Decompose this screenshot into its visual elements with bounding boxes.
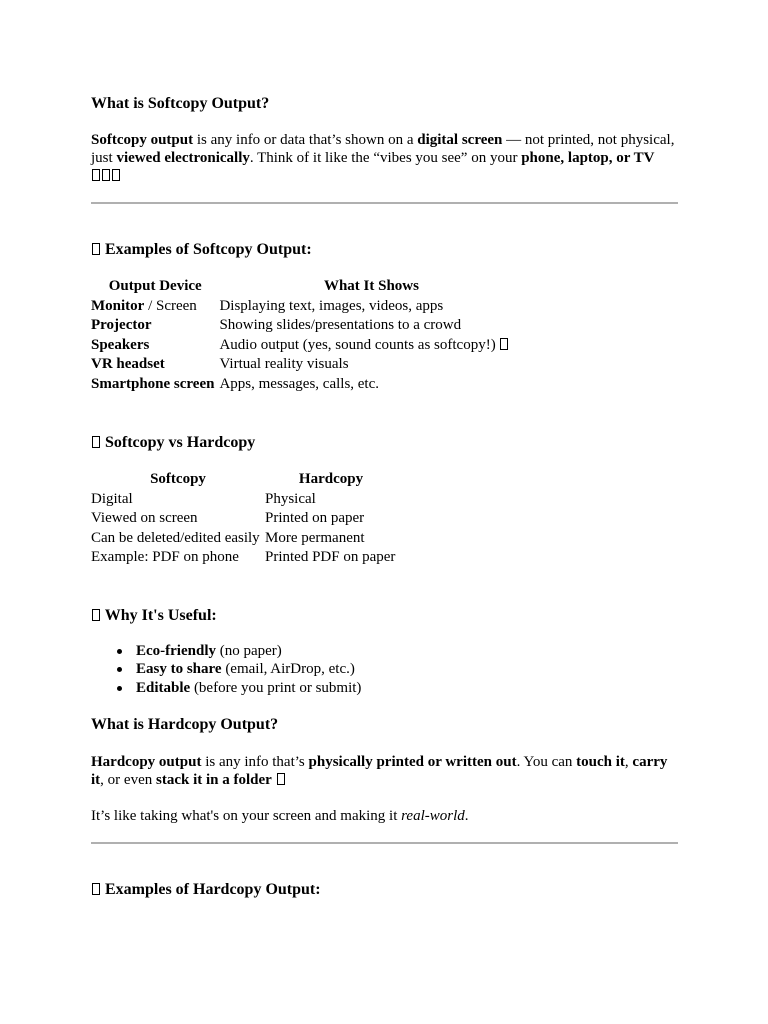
device-name: VR headset (91, 356, 165, 373)
softcopy-intro-viewed: viewed electronically (116, 150, 250, 166)
vs-heading (91, 433, 255, 453)
softcopy-cell: Can be deleted/edited easily (91, 529, 260, 546)
device-cell (91, 355, 219, 375)
column-header-shows: What It Shows (323, 278, 419, 294)
section-divider (91, 202, 678, 204)
examples-softcopy-heading-text: Examples of Softcopy Output: (105, 241, 312, 258)
softcopy-intro-text: — not printed, not physical, just (91, 132, 675, 166)
softcopy-cell: Digital (91, 490, 133, 507)
useful-list (91, 642, 361, 697)
table-row (91, 297, 523, 317)
table-header-row (91, 277, 523, 297)
examples-softcopy-heading (91, 240, 312, 260)
useful-heading (91, 606, 217, 626)
hardcopy-intro-text: , (624, 754, 633, 770)
softcopy-intro-devices: phone, laptop, or TV (521, 150, 655, 166)
hardcopy-heading-text: What is Hardcopy Output? (91, 716, 279, 733)
table-row (91, 490, 397, 510)
hardcopy-cell: Printed PDF on paper (265, 549, 396, 566)
hardcopy-intro-touch: touch it (576, 754, 625, 770)
section-divider (91, 842, 678, 844)
list-item-text: (email, AirDrop, etc.) (221, 661, 355, 678)
table-row (91, 548, 397, 568)
softcopy-heading (91, 94, 269, 114)
useful-heading-text: Why It's Useful: (104, 607, 217, 624)
real-world-paragraph (91, 807, 679, 825)
emoji-placeholder-icon (277, 773, 285, 785)
examples-hardcopy-heading (91, 880, 321, 900)
table-row (91, 336, 523, 356)
shows-cell: Showing slides/presentations to a crowd (219, 317, 462, 334)
real-world-period: . (464, 808, 469, 824)
hardcopy-intro-text: is any info that’s (201, 754, 309, 770)
shows-cell (219, 336, 523, 356)
column-header-softcopy: Softcopy (150, 471, 206, 487)
hardcopy-intro-term: Hardcopy output (91, 754, 202, 770)
hardcopy-cell: Physical (265, 490, 316, 507)
softcopy-vs-hardcopy-table (91, 470, 397, 568)
softcopy-cell: Example: PDF on phone (91, 549, 239, 566)
table-row (91, 316, 523, 336)
table-row (91, 355, 523, 375)
softcopy-heading-text: What is Softcopy Output? (91, 95, 270, 112)
hardcopy-cell: Printed on paper (265, 510, 365, 527)
table-header-row (91, 470, 397, 490)
device-name-suffix: / Screen (144, 297, 197, 314)
list-item-term: Easy to share (136, 661, 222, 678)
emoji-placeholder-icon (92, 883, 100, 895)
hardcopy-intro-text: , or even (100, 772, 156, 788)
output-devices-table (91, 277, 523, 395)
table-row (91, 529, 397, 549)
hardcopy-intro-carry: carry it (91, 754, 668, 788)
list-item (136, 679, 361, 697)
examples-hardcopy-heading-text: Examples of Hardcopy Output: (105, 881, 321, 898)
device-name: Projector (91, 317, 152, 334)
device-name: Speakers (91, 336, 150, 353)
device-cell (91, 297, 219, 317)
hardcopy-intro-text: . You can (516, 754, 577, 770)
list-item-term: Editable (136, 679, 191, 696)
vs-heading-text: Softcopy vs Hardcopy (105, 434, 256, 451)
emoji-placeholder-icon (500, 338, 508, 350)
emoji-placeholder-icon (92, 436, 100, 448)
list-item-term: Eco-friendly (136, 643, 216, 659)
softcopy-intro-text: is any info or data that’s shown on a (193, 132, 418, 148)
device-cell (91, 375, 219, 395)
hardcopy-intro-paragraph (91, 753, 679, 789)
device-name: Monitor (91, 297, 145, 314)
shows-cell: Virtual reality visuals (219, 356, 349, 373)
list-item-text: (before you print or submit) (190, 679, 362, 696)
hardcopy-intro-stack: stack it in a folder (155, 772, 272, 788)
emoji-placeholder-icon (92, 609, 100, 621)
table-row (91, 375, 523, 395)
hardcopy-intro-printed: physically printed or written out (308, 754, 517, 770)
column-header-device: Output Device (108, 278, 202, 294)
shows-cell: Apps, messages, calls, etc. (219, 375, 380, 392)
list-item-text: (no paper) (216, 643, 282, 659)
hardcopy-heading (91, 715, 278, 735)
emoji-placeholder-icon (92, 243, 100, 255)
device-name: Smartphone screen (91, 375, 215, 392)
softcopy-intro-paragraph (91, 131, 679, 185)
softcopy-cell: Viewed on screen (91, 510, 198, 527)
softcopy-intro-digital-screen: digital screen (417, 132, 503, 148)
real-world-text: It’s like taking what's on your screen and making it (91, 808, 402, 824)
list-item (136, 660, 361, 678)
shows-cell: Displaying text, images, videos, apps (219, 297, 444, 314)
hardcopy-cell: More permanent (265, 529, 365, 546)
device-cell (91, 316, 219, 336)
list-item (136, 642, 361, 660)
real-world-emphasis: real-world (401, 808, 465, 824)
table-row (91, 509, 397, 529)
softcopy-intro-term: Softcopy output (91, 132, 194, 148)
device-cell (91, 336, 219, 356)
softcopy-intro-text: . Think of it like the “vibes you see” on your (249, 150, 522, 166)
emoji-placeholder-icon (91, 168, 121, 184)
column-header-hardcopy: Hardcopy (298, 471, 364, 487)
shows-text: Audio output (yes, sound counts as softcopy!) (219, 336, 496, 353)
